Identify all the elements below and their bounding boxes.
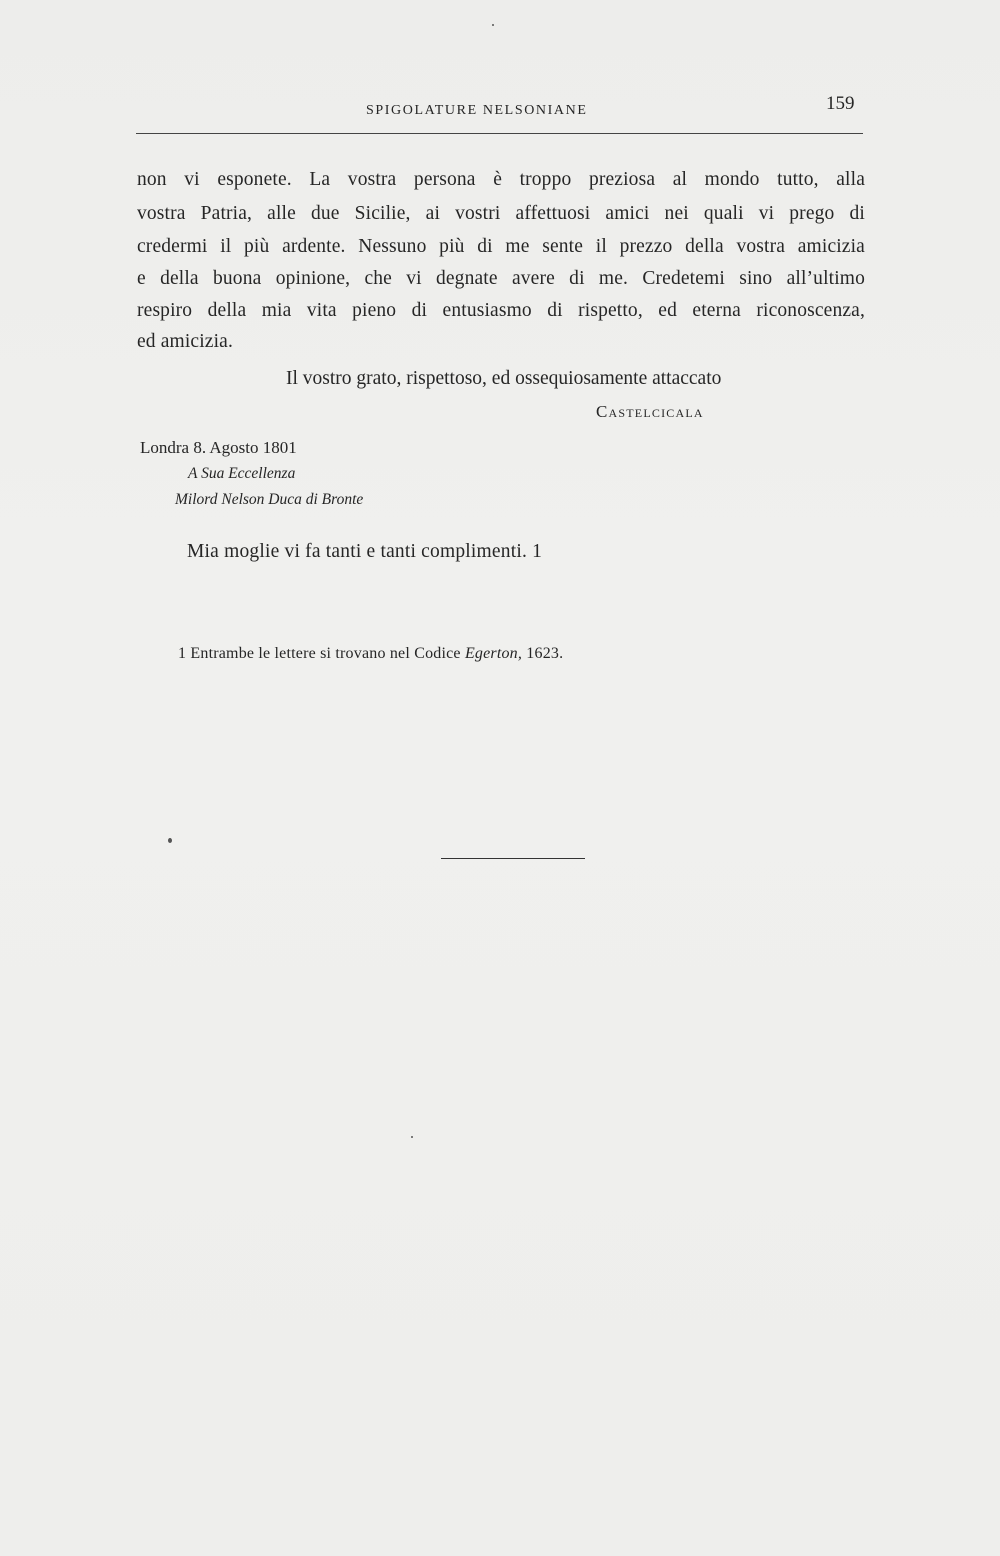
letter-closing: Il vostro grato, rispettoso, ed ossequiosamente attaccato — [286, 368, 722, 389]
header-rule — [136, 133, 863, 134]
body-line-3: credermi il più ardente. Nessuno più di me sente il prezzo della vostra amicizia — [137, 236, 865, 257]
end-rule — [441, 858, 585, 859]
footnote-number: 1623. — [526, 645, 564, 662]
place-date: Londra 8. Agosto 1801 — [140, 438, 297, 457]
body-line-2: vostra Patria, alle due Sicilie, ai vostri affettuosi amici nei quali vi prego di — [137, 203, 865, 224]
body-line-6: ed amicizia. — [137, 331, 233, 352]
body-line-1: non vi esponete. La vostra persona è troppo preziosa al mondo tutto, alla — [137, 169, 865, 190]
footnote-source: Egerton, — [464, 645, 523, 662]
letter-signature: Castelcicala — [596, 402, 704, 421]
page-number: 159 — [826, 93, 855, 114]
addressee-line-2: Milord Nelson Duca di Bronte — [175, 491, 364, 508]
body-line-4: e della buona opinione, che vi degnate avere di me. Credetemi sino all’ultimo — [137, 268, 865, 289]
footnote — [178, 645, 563, 663]
running-title: SPIGOLATURE NELSONIANE — [366, 103, 588, 118]
footnote-text: 1 Entrambe le lettere si trovano nel Codice — [178, 645, 461, 662]
postscript: Mia moglie vi fa tanti e tanti complimenti. 1 — [187, 541, 543, 562]
addressee-line-1: A Sua Eccellenza — [188, 465, 296, 482]
body-line-5: respiro della mia vita pieno di entusiasmo di rispetto, ed eterna riconoscenza, — [137, 300, 865, 321]
